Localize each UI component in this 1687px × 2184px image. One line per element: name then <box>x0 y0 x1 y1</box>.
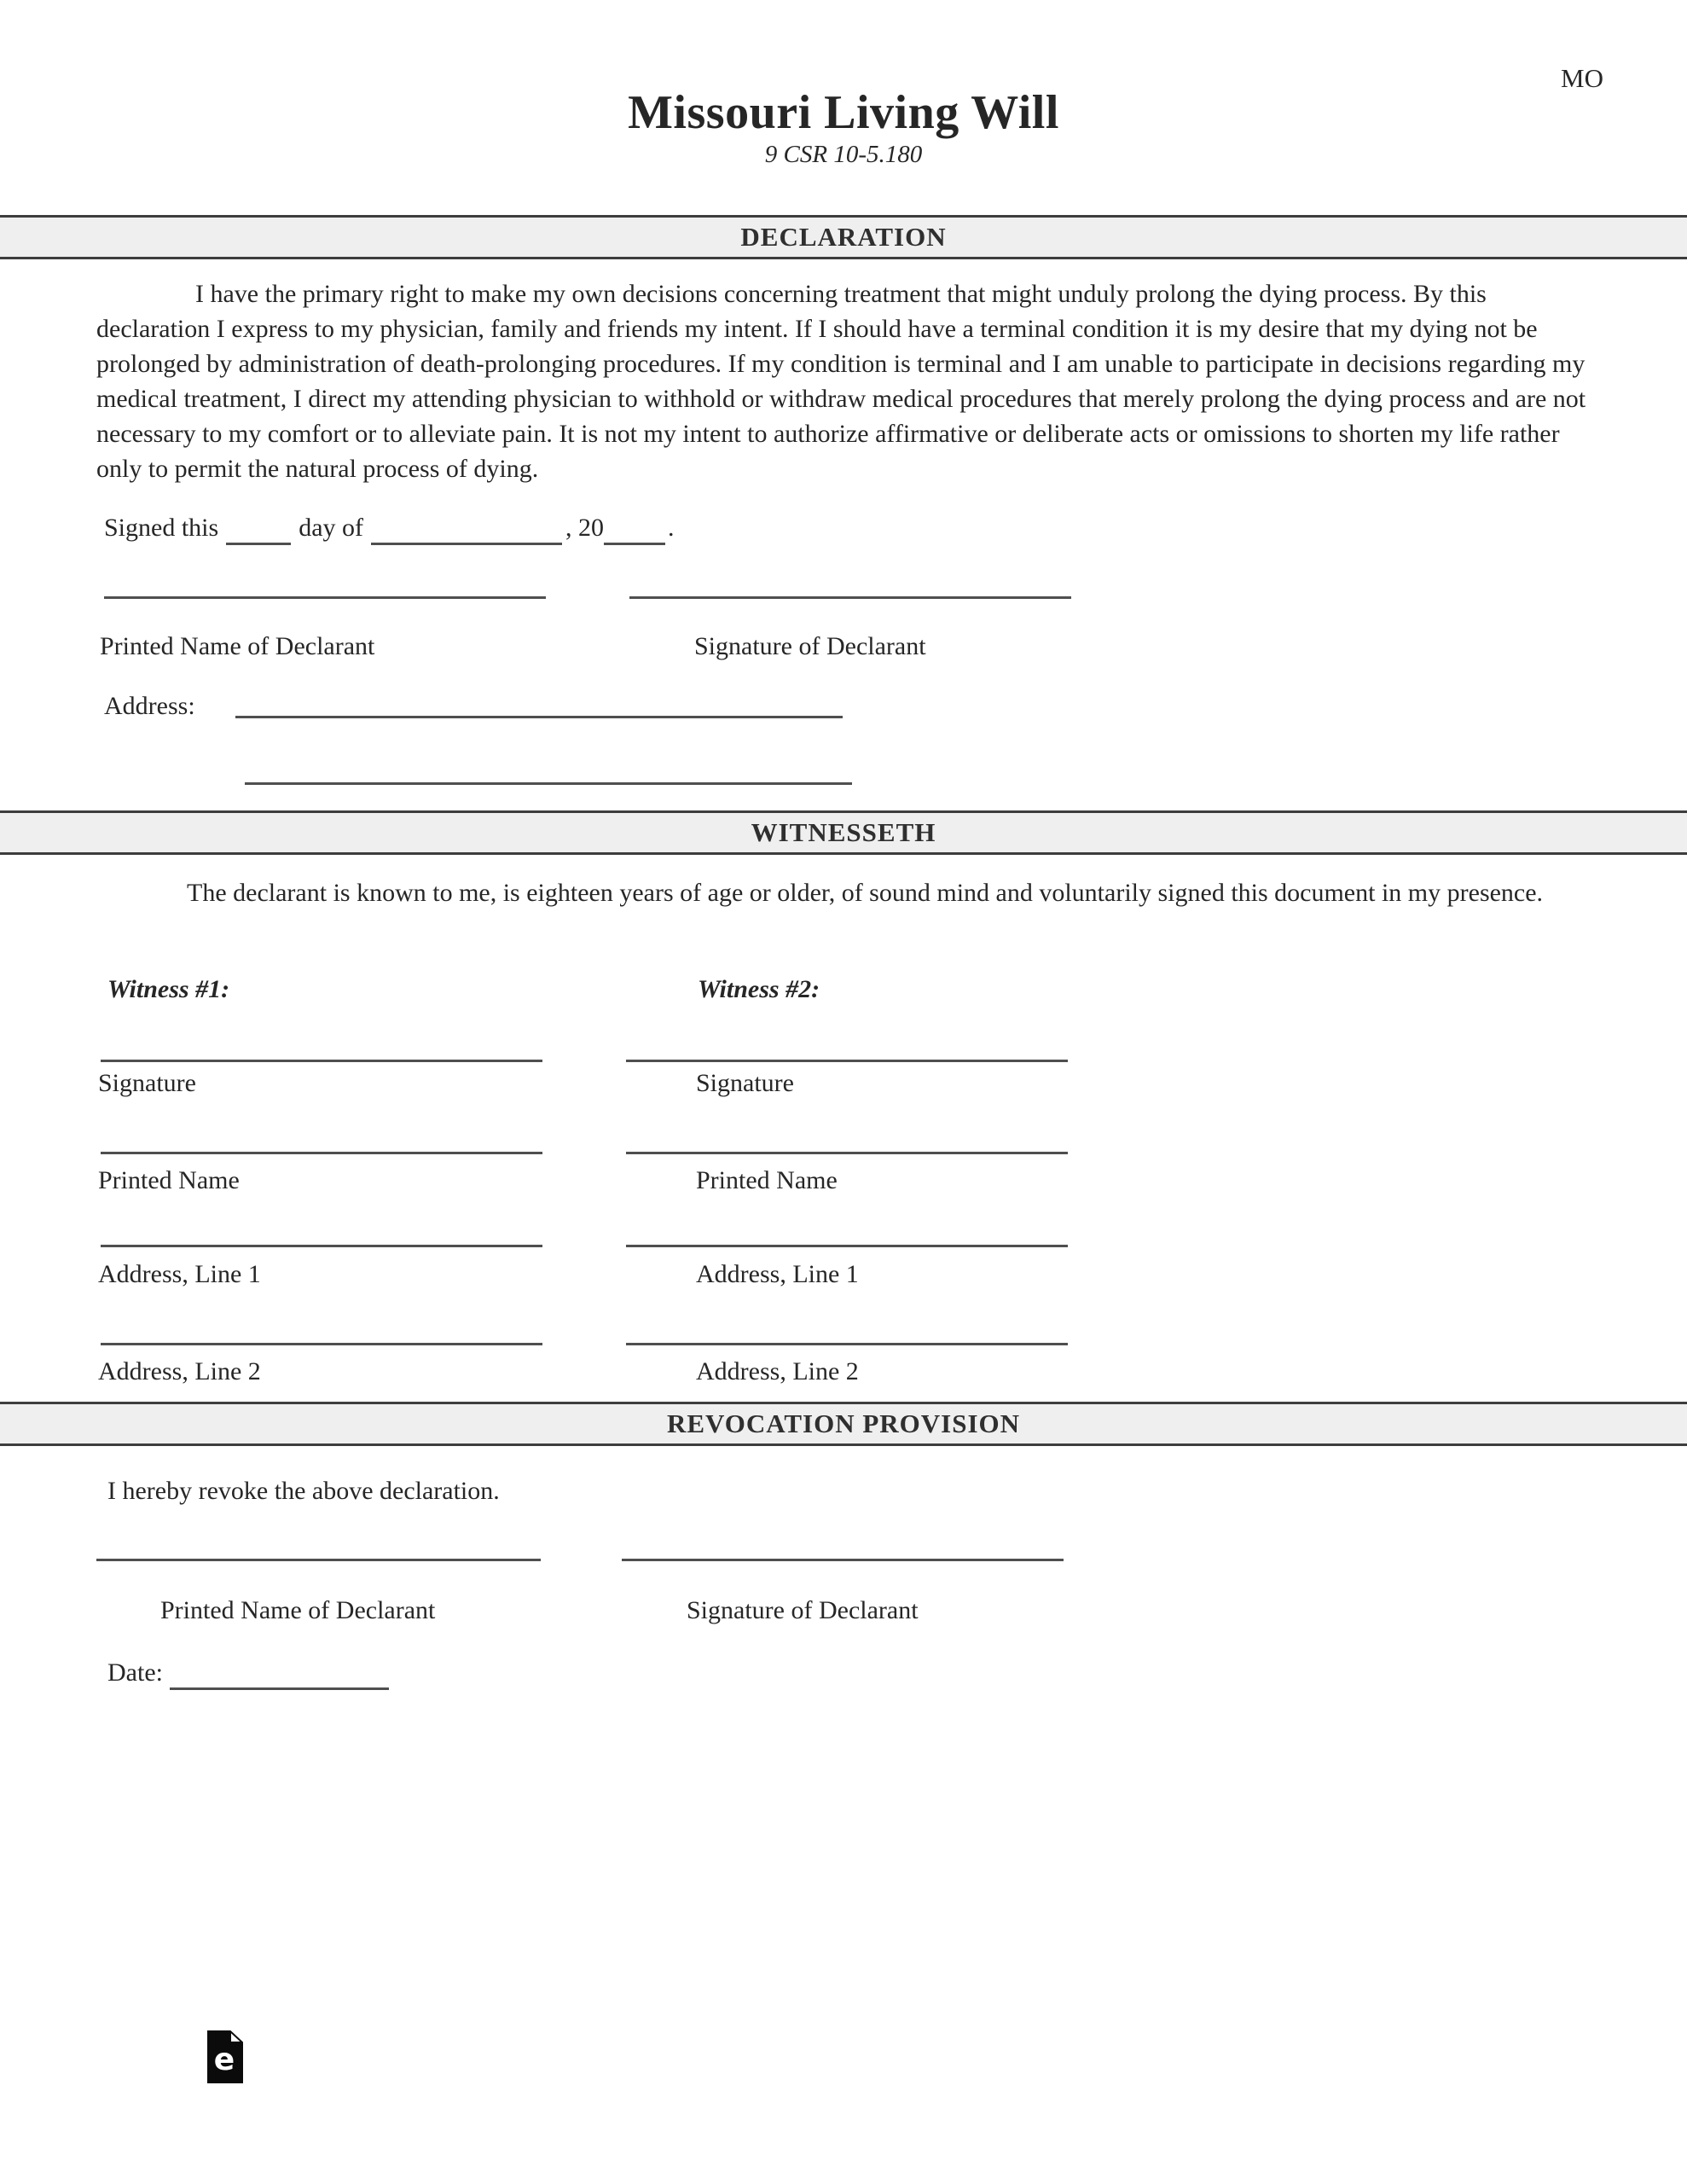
signed-year-field[interactable] <box>604 515 665 545</box>
declarant-printed-name-label: Printed Name of Declarant <box>100 632 375 660</box>
signed-period: . <box>668 514 675 542</box>
revocation-date-row <box>107 1655 389 1690</box>
declarant-address-line2-field[interactable] <box>245 782 852 785</box>
signed-day-field[interactable] <box>226 515 291 545</box>
witnesseth-body-text: The declarant is known to me, is eighteen years of age or older, of sound mind and voluntarily signed this document in my presence. <box>187 879 1544 907</box>
revocation-printed-name-label: Printed Name of Declarant <box>160 1596 436 1624</box>
declaration-body-text: I have the primary right to make my own decisions concerning treatment that might unduly prolong the dying process. By this declaration I express to my physician, family and friends my intent. If I should have a terminal condition it is my desire that my dying not be prolonged by administration of death-prolonging procedures. If my condition is terminal and I am unable to participate in decisions regarding my medical treatment, I direct my attending physician to withhold or withdraw medical procedures that merely prolong the dying process and are not necessary to my comfort or to alleviate pain. It is not my intent to authorize affirmative or deliberate acts or omissions to shorten my life rather only to permit the natural process of dying. <box>96 280 1586 483</box>
witness1-address-line1-label: Address, Line 1 <box>98 1260 261 1288</box>
signed-day-of-label: day of <box>299 514 363 542</box>
revocation-section-header: REVOCATION PROVISION <box>0 1402 1687 1446</box>
declarant-signature-label: Signature of Declarant <box>694 632 926 660</box>
witness2-address-line2-label: Address, Line 2 <box>696 1357 859 1385</box>
witness2-printed-name-field[interactable] <box>626 1152 1068 1154</box>
witness1-heading: Witness #1: <box>107 975 230 1003</box>
signed-prefix-label: Signed this <box>104 514 219 542</box>
revocation-date-field[interactable] <box>170 1660 389 1690</box>
witness1-signature-label: Signature <box>98 1069 196 1097</box>
witness2-address-line1-label: Address, Line 1 <box>696 1260 859 1288</box>
revocation-body-text: I hereby revoke the above declaration. <box>107 1477 500 1505</box>
witness1-address-line1-field[interactable] <box>101 1245 542 1247</box>
signed-month-field[interactable] <box>371 515 562 545</box>
witness1-printed-name-field[interactable] <box>101 1152 542 1154</box>
eforms-logo-icon <box>207 2030 243 2083</box>
witness1-printed-name-label: Printed Name <box>98 1166 240 1194</box>
witness2-signature-label: Signature <box>696 1069 794 1097</box>
witness2-address-line2-field[interactable] <box>626 1343 1068 1345</box>
witness2-address-line1-field[interactable] <box>626 1245 1068 1247</box>
witness2-printed-name-label: Printed Name <box>696 1166 838 1194</box>
declarant-signature-field[interactable] <box>629 596 1071 599</box>
witness2-heading: Witness #2: <box>698 975 820 1003</box>
statute-reference: 9 CSR 10-5.180 <box>764 141 923 168</box>
witness1-signature-field[interactable] <box>101 1060 542 1062</box>
address-label: Address: <box>104 692 195 720</box>
revocation-signature-label: Signature of Declarant <box>687 1596 919 1624</box>
revocation-signature-field[interactable] <box>622 1559 1064 1561</box>
logo-letter: e <box>213 2042 235 2077</box>
date-label: Date: <box>107 1658 163 1687</box>
signed-date-row <box>104 510 675 545</box>
revocation-printed-name-field[interactable] <box>96 1559 541 1561</box>
declaration-section-header: DECLARATION <box>0 215 1687 259</box>
folded-corner <box>230 2031 242 2042</box>
witness1-address-line2-field[interactable] <box>101 1343 542 1345</box>
witness1-address-line2-label: Address, Line 2 <box>98 1357 261 1385</box>
witness2-signature-field[interactable] <box>626 1060 1068 1062</box>
witnesseth-section-header: WITNESSETH <box>0 810 1687 855</box>
declarant-address-line1-field[interactable] <box>235 716 843 718</box>
state-code: MO <box>1561 63 1603 93</box>
signed-year-prefix-label: , 20 <box>565 514 604 542</box>
page-title: Missouri Living Will <box>628 86 1059 139</box>
declarant-printed-name-field[interactable] <box>104 596 546 599</box>
